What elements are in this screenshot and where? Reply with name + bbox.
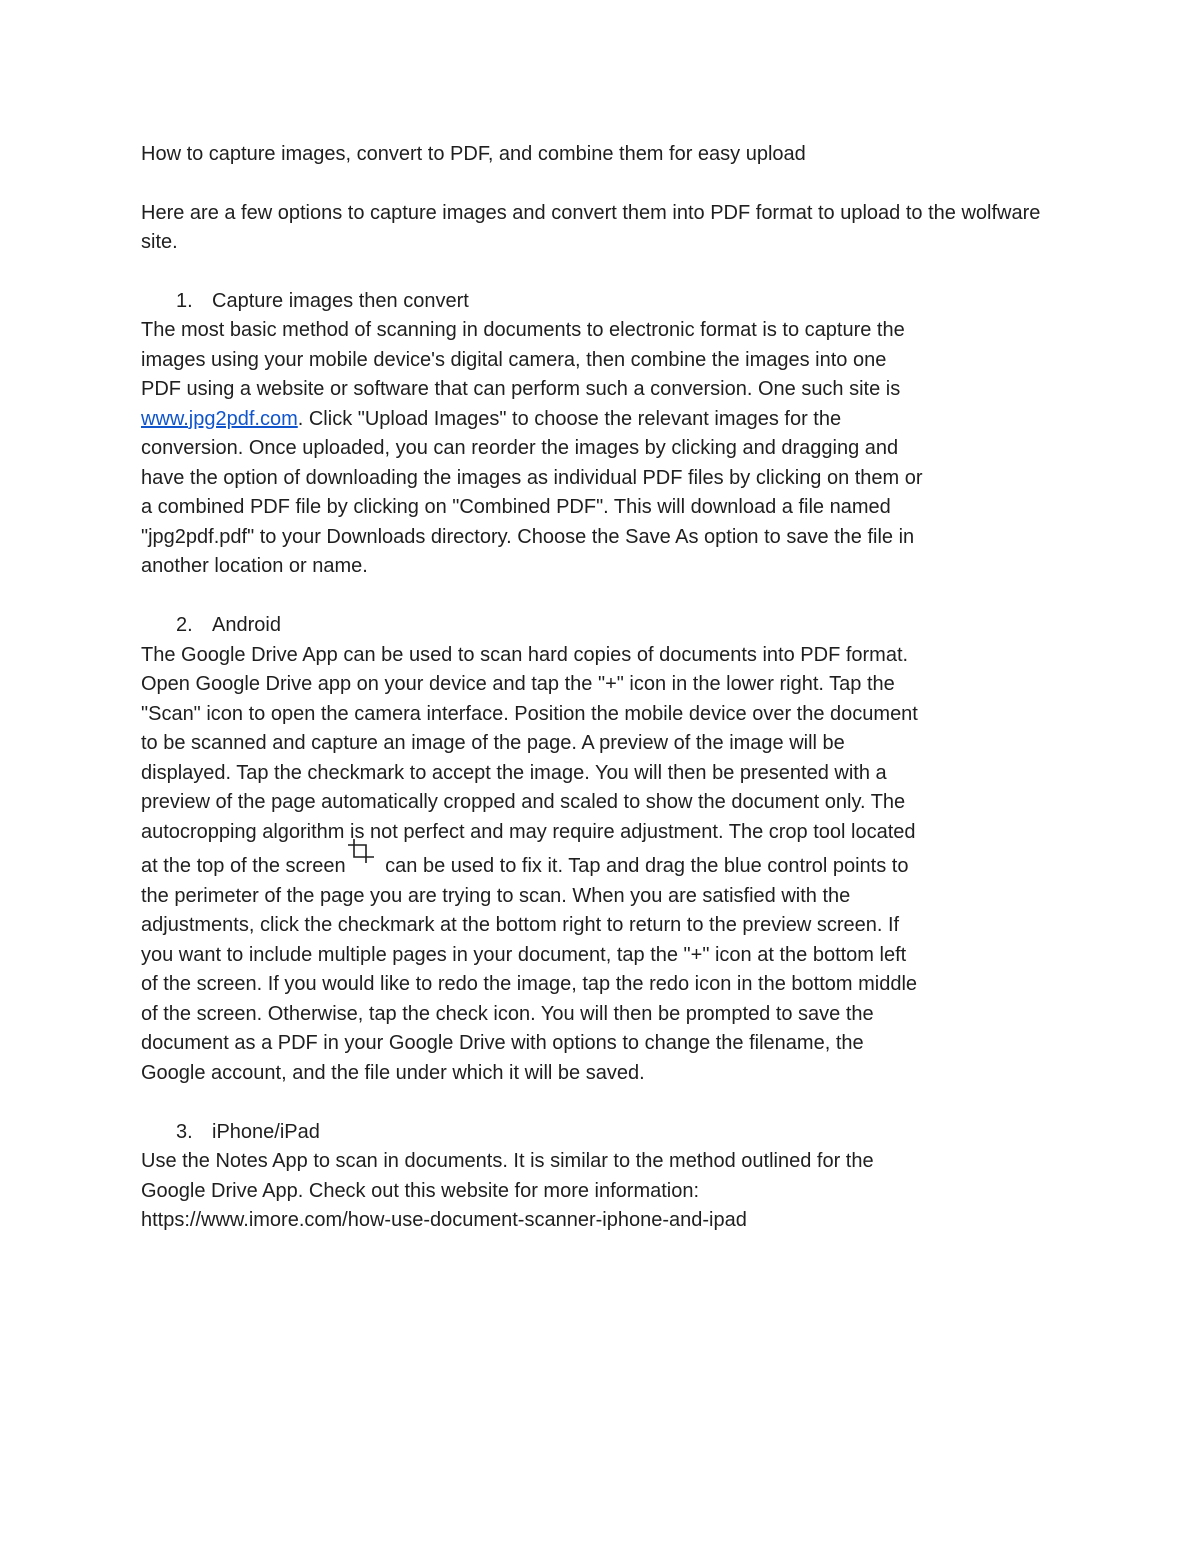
option-heading: iPhone/iPad bbox=[212, 1120, 320, 1143]
option-heading-row bbox=[141, 611, 1071, 641]
option-body bbox=[141, 1147, 923, 1236]
option-heading-row bbox=[141, 1118, 1071, 1148]
document-intro: Here are a few options to capture images and convert them into PDF format to upload to the wolfware site. bbox=[141, 201, 1041, 253]
option-body bbox=[141, 641, 923, 1089]
option-heading: Android bbox=[212, 614, 281, 636]
option-body-text: Use the Notes App to scan in documents. It is similar to the method outlined for the Google Drive App. Check out this website for more information: bbox=[141, 1150, 874, 1202]
option-body-text-continued: . Click "Upload Images" to choose the relevant images for the conversion. Once uploaded, you can reorder the images by clicking and dragging and have the option of downloading the images as individual PDF files by clicking on them or a combined PDF file by clicking on "Combined PDF". This will download a file named "jpg2pdf.pdf" to your Downloads directory. Choose the Save As option to save the file in another location or name. bbox=[141, 407, 923, 577]
document-title: How to capture images, convert to PDF, and combine them for easy upload bbox=[141, 143, 806, 165]
option-heading: Capture images then convert bbox=[212, 289, 469, 312]
option-heading-row bbox=[141, 287, 1071, 317]
imore-url: https://www.imore.com/how-use-document-scanner-iphone-and-ipad bbox=[141, 1209, 747, 1231]
option-number: 2. bbox=[176, 614, 193, 636]
options-list bbox=[141, 287, 1071, 1236]
option-body-text: The Google Drive App can be used to scan hard copies of documents into PDF format. Open Google Drive app on your device and tap the "+" icon in the lower right. Tap the "Scan" icon to open the camera interface. Position the mobile device over the document to be scanned and capture an image of the page. A preview of the image will be displayed. Tap the checkmark to accept the image. You will then be presented with a preview of the page automatically cropped and scaled to show the document only. The autocropping algorithm is not perfect and may require adjustment. The crop tool located at the top of the screen bbox=[141, 643, 918, 877]
option-item-capture bbox=[141, 287, 1071, 582]
option-body bbox=[141, 316, 923, 582]
document-page bbox=[141, 140, 1071, 1265]
crop-icon bbox=[348, 839, 374, 865]
option-body-text-continued: can be used to fix it. Tap and drag the blue control points to the perimeter of the page you are trying to scan. When you are satisfied with the adjustments, click the checkmark at the bottom right to return to the preview screen. If you want to include multiple pages in your document, tap the "+" icon at the bottom left of the screen. If you would like to redo the image, tap the redo icon in the bottom middle of the screen. Otherwise, tap the check icon. You will then be prompted to save the document as a PDF in your Google Drive with options to change the filename, the Google account, and the file under which it will be saved. bbox=[141, 855, 918, 1084]
jpg2pdf-link[interactable]: www.jpg2pdf.com bbox=[141, 407, 298, 430]
option-item-android bbox=[141, 611, 1071, 1088]
option-number: 1. bbox=[176, 289, 193, 312]
option-body-text: The most basic method of scanning in documents to electronic format is to capture the images using your mobile device's digital camera, then combine the images into one PDF using a website or software that can perform such a conversion. One such site is bbox=[141, 319, 905, 400]
option-item-iphone bbox=[141, 1118, 1071, 1236]
option-number: 3. bbox=[176, 1120, 193, 1143]
